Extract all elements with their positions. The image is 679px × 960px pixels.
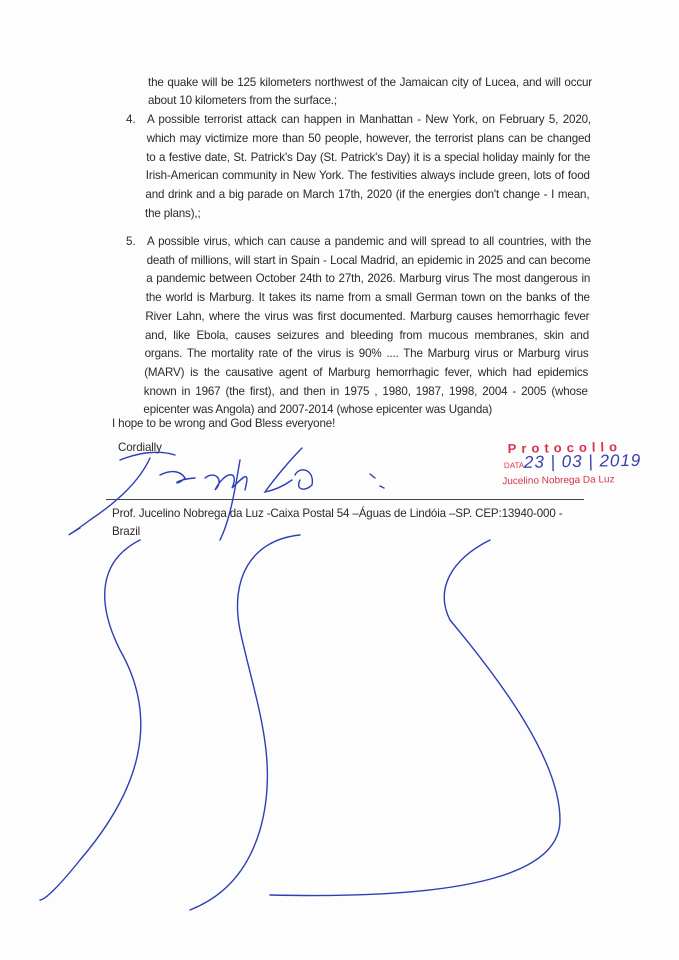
- list-item-line: A possible virus, which can cause a pandemic and will spread to all countries, with the: [147, 235, 591, 248]
- closing-text: I hope to be wrong and God Bless everyone!: [112, 417, 336, 430]
- list-item-line: River Lahn, where the virus was first documented. Marburg causes hemorrhagic fever: [145, 309, 590, 323]
- list-item-line: (MARV) is the causative agent of Marburg hemorrhagic fever, which had epidemics: [144, 365, 589, 379]
- list-item-line: which may victimize more than 50 people, however, the terrorist plans can be changed: [146, 131, 591, 145]
- list-item-line: the world is Marburg. It takes its name from a small German town on the banks of the: [145, 291, 590, 305]
- list-item-number: 5.: [126, 235, 136, 248]
- list-item-line: known in 1967 (the first), and then in 1975 , 1980, 1987, 1998, 2004 - 2005 (whose: [143, 384, 588, 398]
- salutation: Cordially: [118, 441, 162, 454]
- list-item-line: epicenter was Angola) and 2007-2014 (whose epicenter was Uganda): [143, 403, 493, 417]
- signature-address: Prof. Jucelino Nobrega da Luz -Caixa Postal 54 –Águas de Lindóia –SP. CEP:13940-000 -: [112, 507, 563, 520]
- list-item-line: death of millions, will start in Spain - Local Madrid, an epidemic in 2025 and can become: [146, 253, 591, 267]
- list-item-line: the plans),;: [145, 207, 201, 220]
- list-item-line: Irish-American community in New York. The festivities always include green, lots of food: [145, 169, 590, 183]
- paragraph-line: the quake will be 125 kilometers northwest of the Jamaican city of Lucea, and will occur: [148, 76, 592, 89]
- list-item-number: 4.: [126, 113, 136, 126]
- paragraph-line: about 10 kilometers from the surface.;: [148, 94, 337, 107]
- list-item-line: and, like Ebola, causes seizures and bleeding from mucous membranes, skin and: [145, 328, 589, 342]
- list-item-line: organs. The mortality rate of the virus is 90% .... The Marburg virus or Marburg virus: [144, 347, 589, 361]
- list-item-line: to a festive date, St. Patrick's Day (St. Patrick's Day) it is a special holiday mainly for the: [146, 150, 591, 164]
- stamp-title: Protocollo: [507, 439, 623, 457]
- list-item-line: and drink and a big parade on March 17th, 2020 (if the energies don't change - I mean,: [145, 188, 590, 202]
- list-item-line: a pandemic between October 24th to 27th, 2026. Marburg virus The most dangerous in: [146, 272, 591, 286]
- list-item-line: A possible terrorist attack can happen in Manhattan - New York, on February 5, 2020,: [147, 113, 591, 126]
- stamp-name: Jucelino Nobrega Da Luz: [502, 474, 615, 488]
- stamp-date: 23 | 03 | 2019: [523, 450, 642, 472]
- stamp-date-label: DATA: [503, 460, 525, 471]
- signature-country: Brazil: [112, 525, 141, 538]
